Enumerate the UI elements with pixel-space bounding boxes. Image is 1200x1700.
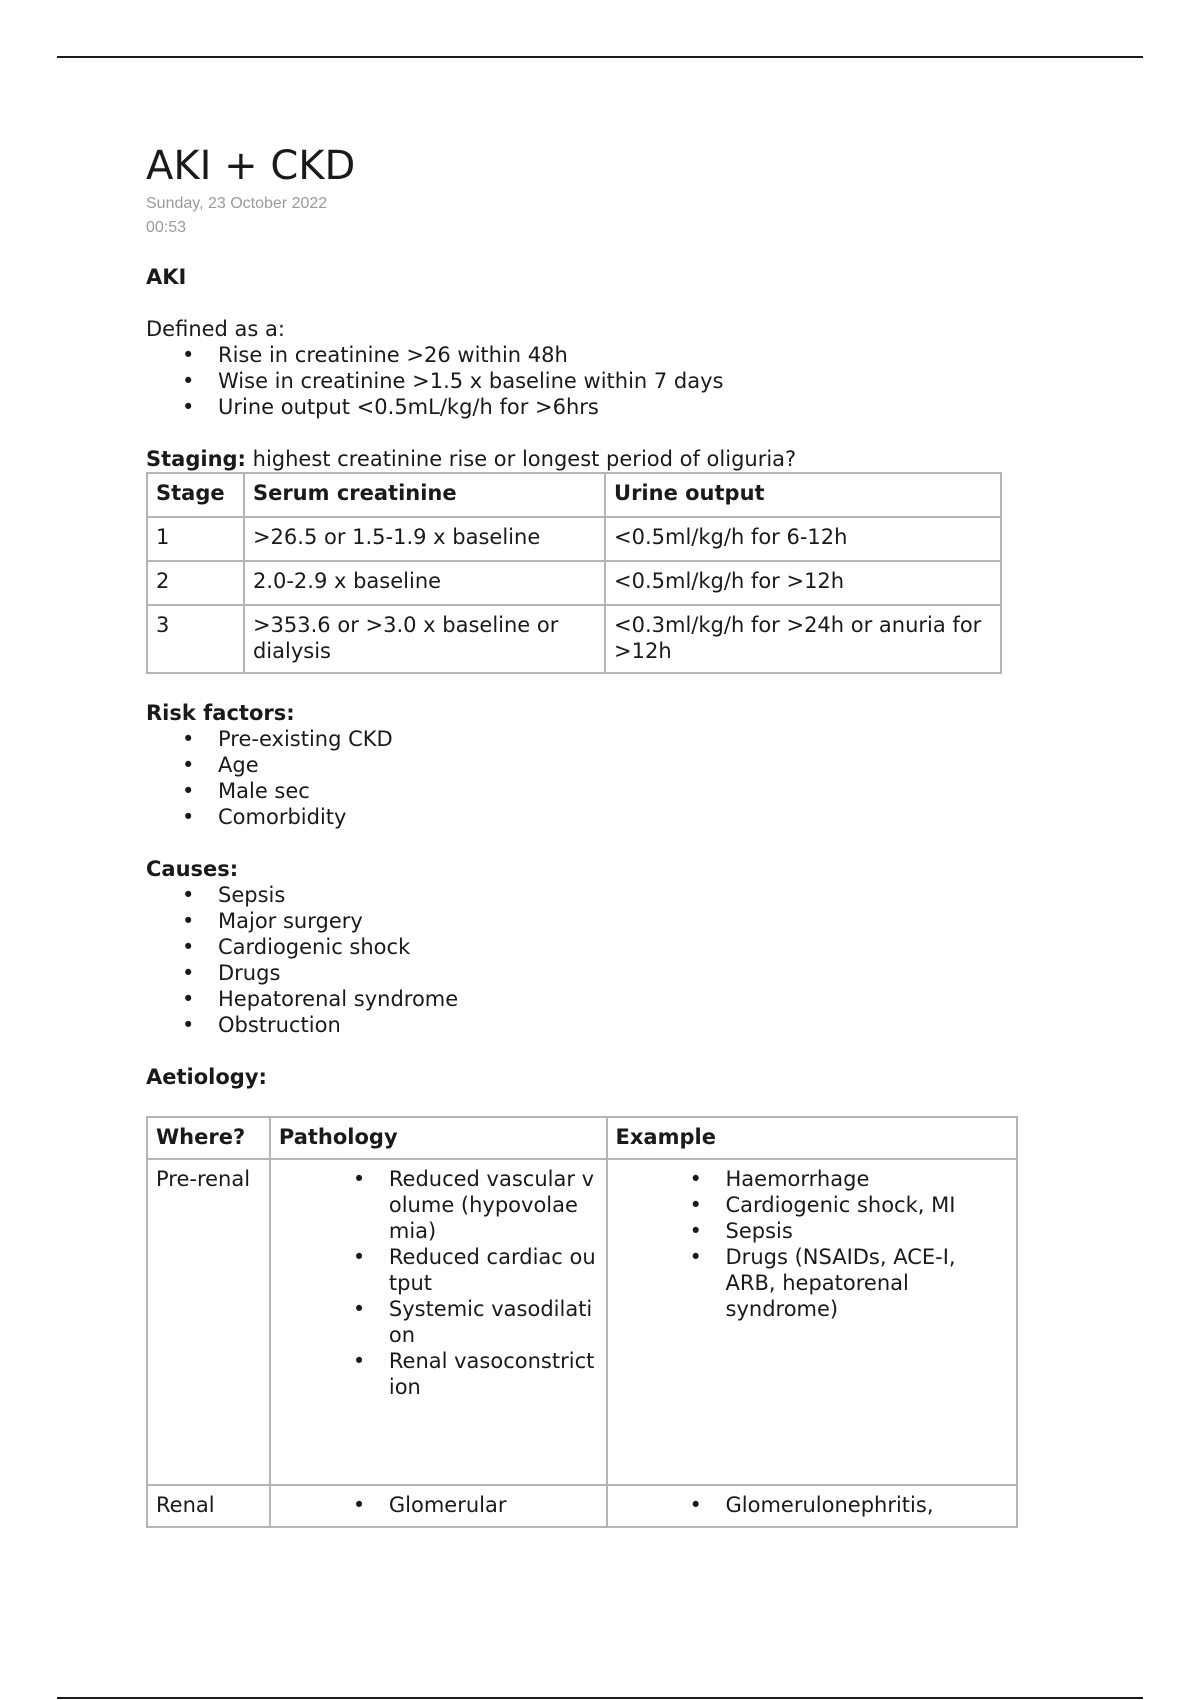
table-cell: Pre-renal bbox=[147, 1159, 270, 1485]
list-item: • Reduced vascular volume (hypovolaemia) bbox=[389, 1166, 598, 1244]
aki-heading: AKI bbox=[146, 265, 187, 289]
table-cell bbox=[607, 1159, 1017, 1485]
note-page bbox=[146, 140, 1046, 1528]
note-date: Sunday, 23 October 2022 bbox=[146, 195, 328, 212]
aetiology-heading: Aetiology: bbox=[146, 1065, 267, 1089]
list-item: • Haemorrhage bbox=[726, 1166, 1008, 1192]
table-cell: Renal bbox=[147, 1485, 270, 1527]
table-header-row bbox=[147, 1117, 1017, 1159]
table-cell: 3 bbox=[147, 605, 244, 673]
list-item: • Renal vasoconstriction bbox=[389, 1348, 598, 1400]
list-item: • Glomerular bbox=[389, 1492, 598, 1518]
table-header-row bbox=[147, 473, 1001, 517]
top-rule bbox=[57, 56, 1143, 58]
list-item: • Cardiogenic shock bbox=[182, 934, 1046, 960]
column-header: Urine output bbox=[605, 473, 1001, 517]
table-row bbox=[147, 605, 1001, 673]
column-header: Stage bbox=[147, 473, 244, 517]
table-cell: <0.5ml/kg/h for >12h bbox=[605, 561, 1001, 605]
list-item: • Drugs (NSAIDs, ACE-I, ARB, hepatorenal syndrome) bbox=[726, 1244, 1008, 1322]
table-cell bbox=[607, 1485, 1017, 1527]
list-item: • Cardiogenic shock, MI bbox=[726, 1192, 1008, 1218]
causes-heading: Causes: bbox=[146, 857, 239, 881]
list-item: • Obstruction bbox=[182, 1012, 1046, 1038]
staging-table bbox=[146, 472, 1002, 674]
risk-factors-heading: Risk factors: bbox=[146, 701, 295, 725]
example-list bbox=[616, 1166, 1008, 1322]
table-cell: >353.6 or >3.0 x baseline or dialysis bbox=[244, 605, 605, 673]
list-item: • Systemic vasodilation bbox=[389, 1296, 598, 1348]
table-row bbox=[147, 517, 1001, 561]
list-item: • Hepatorenal syndrome bbox=[182, 986, 1046, 1012]
definition-intro: Defined as a: bbox=[146, 317, 285, 341]
table-cell bbox=[270, 1159, 607, 1485]
pathology-list bbox=[279, 1166, 598, 1400]
table-cell: <0.5ml/kg/h for 6-12h bbox=[605, 517, 1001, 561]
column-header: Serum creatinine bbox=[244, 473, 605, 517]
table-cell bbox=[270, 1485, 607, 1527]
staging-text: highest creatinine rise or longest period of oliguria? bbox=[245, 447, 797, 471]
table-cell: 2.0-2.9 x baseline bbox=[244, 561, 605, 605]
list-item: • Glomerulonephritis, bbox=[726, 1492, 1008, 1518]
list-item: • Major surgery bbox=[182, 908, 1046, 934]
list-item: • Reduced cardiac output bbox=[389, 1244, 598, 1296]
note-time: 00:53 bbox=[146, 219, 187, 236]
example-list bbox=[616, 1492, 1008, 1518]
staging-label: Staging: bbox=[146, 447, 246, 471]
note-title: AKI + CKD bbox=[146, 143, 356, 189]
table-cell: <0.3ml/kg/h for >24h or anuria for >12h bbox=[605, 605, 1001, 673]
column-header: Pathology bbox=[270, 1117, 607, 1159]
risk-factors-list bbox=[146, 726, 1046, 830]
list-item: • Age bbox=[182, 752, 1046, 778]
bottom-rule bbox=[57, 1697, 1143, 1699]
aetiology-table bbox=[146, 1116, 1018, 1528]
pathology-list bbox=[279, 1492, 598, 1518]
list-item: • Sepsis bbox=[726, 1218, 1008, 1244]
table-cell: >26.5 or 1.5-1.9 x baseline bbox=[244, 517, 605, 561]
list-item: • Drugs bbox=[182, 960, 1046, 986]
staging-line bbox=[146, 446, 1046, 472]
table-row bbox=[147, 1159, 1017, 1485]
column-header: Example bbox=[607, 1117, 1017, 1159]
list-item: • Pre-existing CKD bbox=[182, 726, 1046, 752]
column-header: Where? bbox=[147, 1117, 270, 1159]
list-item: • Wise in creatinine >1.5 x baseline within 7 days bbox=[182, 368, 1046, 394]
list-item: • Male sec bbox=[182, 778, 1046, 804]
table-row bbox=[147, 1485, 1017, 1527]
table-row bbox=[147, 561, 1001, 605]
table-cell: 1 bbox=[147, 517, 244, 561]
table-cell: 2 bbox=[147, 561, 244, 605]
list-item: • Comorbidity bbox=[182, 804, 1046, 830]
list-item: • Urine output <0.5mL/kg/h for >6hrs bbox=[182, 394, 1046, 420]
causes-list bbox=[146, 882, 1046, 1038]
definition-list bbox=[146, 342, 1046, 420]
list-item: • Rise in creatinine >26 within 48h bbox=[182, 342, 1046, 368]
list-item: • Sepsis bbox=[182, 882, 1046, 908]
